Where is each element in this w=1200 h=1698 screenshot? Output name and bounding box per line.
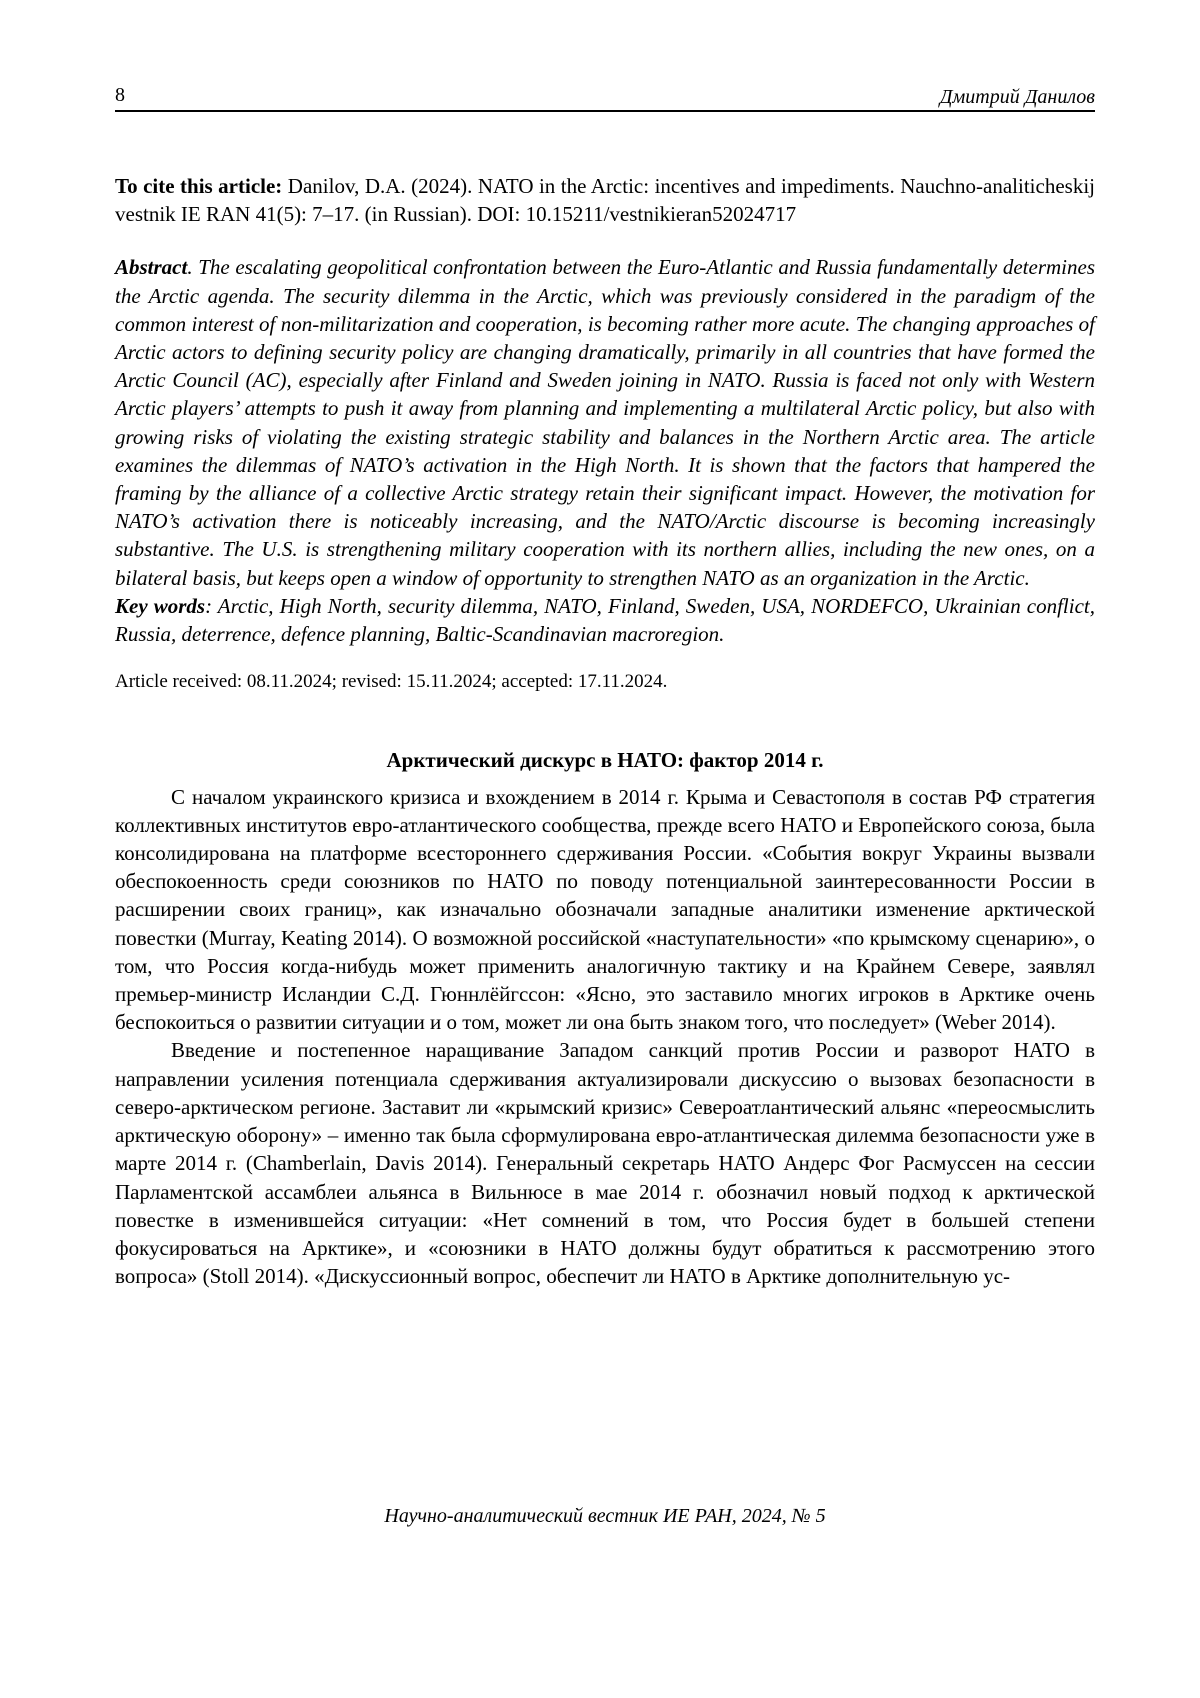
keywords-text: : Arctic, High North, security dilemma, NATO, Finland, Sweden, USA, NORDEFCO, Ukrainian conflict, Russia, deterrence, defence planning, Baltic-Scandinavian macroregion. bbox=[115, 593, 1096, 647]
article-body bbox=[115, 172, 1095, 1290]
citation-label: To cite this article: bbox=[115, 174, 283, 198]
page-number: 8 bbox=[115, 84, 125, 106]
keywords bbox=[115, 592, 1095, 648]
running-author: Дмитрий Данилов bbox=[939, 86, 1095, 108]
citation-text: Danilov, D.A. (2024). NATO in the Arctic: incentives and impediments. Nauchno-analiticheskij vestnik IE RAN 41(5): 7–17. (in Russian). DOI: 10.15211/vestnikieran52024717 bbox=[115, 174, 1095, 227]
abstract bbox=[115, 253, 1095, 591]
citation bbox=[115, 172, 1095, 228]
paragraph: Введение и постепенное наращивание Западом санкций против России и разворот НАТО в направлении усиления потенциала сдерживания актуализировали дискуссию о вызовах безопасности в северо-арктическом регионе. Заставит ли «крымский кризис» Североатлантический альянс «переосмыслить арктическую оборону» – именно так была сформулирована евро-атлантическая дилемма безопасности уже в марте 2014 г. (Chamberlain, Davis 2014). Генеральный секретарь НАТО Андерс Фог Расмуссен на сессии Парламентской ассамблеи альянса в Вильнюсе в мае 2014 г. обозначил новый подход к арктической повестке в изменившейся ситуации: «Нет сомнений в том, что Россия будет в большей степени фокусироваться на Арктике», и «союзники в НАТО должны будут обратиться к рассмотрению этого вопроса» (Stoll 2014). «Дискуссионный вопрос, обеспечит ли НАТО в Арктике дополнительную ус- bbox=[115, 1038, 1095, 1289]
keywords-label: Key words bbox=[115, 593, 206, 618]
journal-footer: Научно-аналитический вестник ИЕ РАН, 2024, № 5 bbox=[384, 1505, 826, 1527]
section-title: Арктический дискурс в НАТО: фактор 2014 г. bbox=[386, 748, 824, 773]
received-dates: Article received: 08.11.2024; revised: 15.11.2024; accepted: 17.11.2024. bbox=[115, 671, 668, 693]
abstract-text: . The escalating geopolitical confrontation between the Euro-Atlantic and Russia fundamentally determines the Arctic agenda. The security dilemma in the Arctic, which was previously considered in the paradigm of the common interest of non-militarization and cooperation, is becoming rather more acute. The changing approaches of Arctic actors to defining security policy are changing dramatically, primarily in all countries that have formed the Arctic Council (AC), especially after Finland and Sweden joining in NATO. Russia is faced not only with Western Arctic players’ attempts to push it away from planning and implementing a multilateral Arctic policy, but also with growing risks of violating the existing strategic stability and balances in the Northern Arctic area. The article examines the dilemmas of NATO’s activation in the High North. It is shown that the factors that hampered the framing by the alliance of a collective Arctic strategy retain their significant impact. However, the motivation for NATO’s activation there is noticeably increasing, and the NATO/Arctic discourse is becoming increasingly substantive. The U.S. is strengthening military cooperation with its northern allies, including the new ones, on a bilateral basis, but keeps open a window of opportunity to strengthen NATO as an organization in the Arctic. bbox=[115, 255, 1095, 590]
running-header bbox=[115, 84, 1095, 112]
abstract-label: Abstract bbox=[115, 255, 188, 280]
paragraph: С началом украинского кризиса и вхождением в 2014 г. Крыма и Севастополя в состав РФ стратегия коллективных институтов евро-атлантического сообщества, прежде всего НАТО и Европейского союза, была консолидирована на платформе всестороннего сдерживания России. «События вокруг Украины вызвали обеспокоенность среди союзников по НАТО по поводу потенциальной заинтересованности России в расширении своих границ», как изначально обозначали западные аналитики изменение арктической повестки (Murray, Keating 2014). О возможной российской «наступательности» «по крымскому сценарию», о том, что Россия когда-нибудь может применить аналогичную тактику и на Крайнем Севере, заявлял премьер-министр Исландии С.Д. Гюннлёйгссон: «Ясно, это заставило многих игроков в Арктике очень беспокоиться о развитии ситуации и о том, может ли она быть знаком того, что последует» (Weber 2014). bbox=[115, 784, 1095, 1035]
